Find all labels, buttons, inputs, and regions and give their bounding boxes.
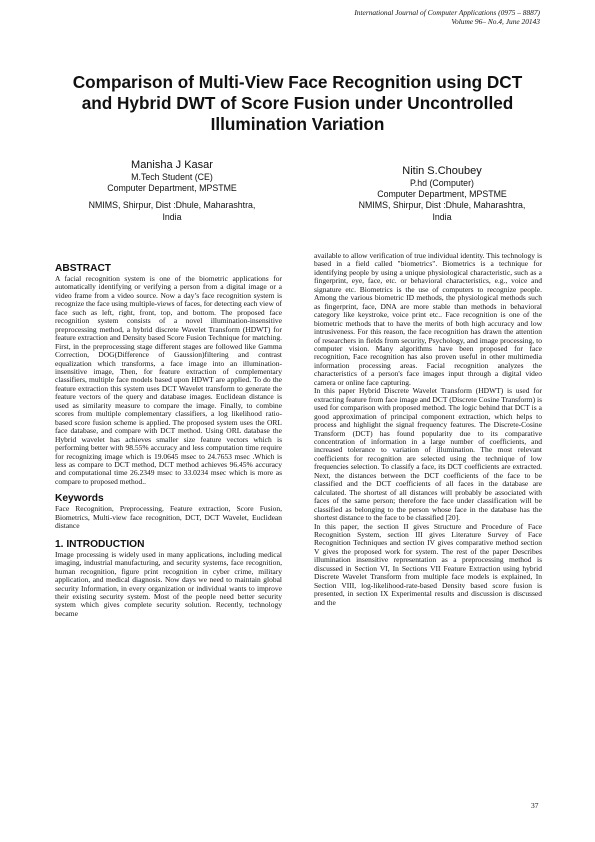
author-name: Nitin S.Choubey bbox=[402, 165, 482, 177]
author-affiliation: NMIMS, Shirpur, Dist :Dhule, Maharashtra, bbox=[358, 200, 526, 211]
introduction-heading: 1. INTRODUCTION bbox=[55, 538, 145, 550]
journal-volume: Volume 96– No.4, June 20143 bbox=[451, 17, 540, 27]
author-affiliation: NMIMS, Shirpur, Dist :Dhule, Maharashtra, bbox=[88, 200, 256, 211]
title-line-1: Comparison of Multi-View Face Recognition using DCT bbox=[72, 72, 523, 92]
left-column bbox=[55, 262, 282, 618]
author-role: M.Tech Student (CE) bbox=[131, 172, 213, 182]
author-role: P.hd (Computer) bbox=[410, 178, 474, 188]
author-block-2 bbox=[322, 164, 562, 223]
abstract-text: A facial recognition system is one of the biometric applications for automatically identifying or verifying a person from a digital image or a video frame from a video source. Now a day’s face recognition system is recognize the face using multiple-views of faces, for detecting each view of face such as left, right, front, top, and bottom. The proposed face recognition system consists of a novel illumination-insensitive preprocessing method, a hybrid discrete Wavelet Transform (HDWT) for feature extraction and Density based Score Fusion Technique for matching. First, in the preprocessing stage different stages are followed like Gamma Correction, DOG(Difference of Gaussion)filtering and contrast equalization which transforms, a face image into an illumination-insensitive image, Then, for feature extraction of complementary classifiers, multiple face models based upon HDWT are applied. To do the feature extraction this system uses DCT Wavelet transform to generate the feature vectors of the query and database images. Euclidean distance is used as similarity measure to compare the image. Finally, to combine scores from multiple complementary classifiers, a log likelihood ratio-based score fusion scheme is applied. The proposed system uses the ORL face database, and compare with DCT method. Using ORL database the Hybrid wavelet has achieves smaller size feature vectors which is performing better with 98.55% accuracy and less computation time require for recognizing image which is 19.0645 msec to 24.7653 msec .Which is less as compare to DCT method, DCT method achieves 96.45% accuracy and computational time 26.2349 msec to 33.0234 msec which is more as compare to proposed method.. bbox=[55, 274, 282, 486]
author-department: Computer Department, MPSTME bbox=[377, 189, 507, 200]
author-block-1 bbox=[52, 158, 292, 223]
title-line-3: Illumination Variation bbox=[210, 114, 385, 135]
introduction-paragraph: In this paper, the section II gives Structure and Procedure of Face Recognition System, section III gives Literature Survey of Face Recognition Techniques and section IV gives comparative method section V gives the proposed work for system. The rest of the paper Describes illumination insensitive representation as a preprocessing method is discussed in Section VI, In Sections VII Feature Extraction using hybrid Discrete Wavelet Transform from multiple face models is explained, In Section VIII, log-likelihood-rate-based Density based score fusion is presented, in section IX Experimental results and discussion is discussed and the bbox=[314, 521, 542, 607]
title-line-2: and Hybrid DWT of Score Fusion under Uncontrolled bbox=[81, 93, 514, 114]
introduction-paragraph: available to allow verification of true individual identity. This technology is based in a field called "biometrics". Biometrics is a technique for identifying people by using a unique physiological characteristic, such as a fingerprint, eye, face, etc. or behavioral characteristics, e.g., voice and signature etc. Biometrics is the use of computers to recognize people. Among the various biometric ID methods, the physiological methods such as fingerprint, face, DNA are more stable than methods in behavioral category like keystroke, voice print etc.. Face recognition is one of the biometric methods that to have the merits of both high accuracy and low intrusiveness. For this reason, the face recognition has drawn the attention of researchers in fields from security, Psychology, and image processing, to computer vision. Many algorithms have been proposed for face recognition, Face recognition has also proven useful in other multimedia information processing areas. Facial recognition analyzes the characteristics of a person's face images input through a digital video camera or online face capturing. bbox=[314, 251, 542, 387]
introduction-paragraph: Image processing is widely used in many applications, including medical imaging, industrial manufacturing, and security systems, face recognition, human recognition, figure print recognition in cyber crime, military application, and medical diagnosis. Now days we need to maintain global security Information, in every organization or individual wants to improve their existing security system. Most of the people need better security system which gives complete security solution. Recently, technology became bbox=[55, 549, 282, 618]
abstract-heading: ABSTRACT bbox=[55, 263, 112, 274]
right-column bbox=[314, 252, 542, 607]
author-country: India bbox=[162, 211, 182, 222]
keywords-heading: Keywords bbox=[55, 493, 104, 505]
page-number: 37 bbox=[531, 801, 539, 810]
author-country: India bbox=[432, 211, 452, 222]
author-department: Computer Department, MPSTME bbox=[107, 183, 237, 194]
journal-name: International Journal of Computer Applications (0975 – 8887) bbox=[354, 8, 540, 17]
keywords-text: Face Recognition, Preprocessing, Feature extraction, Score Fusion, Biometrics, Multi-view face recognition, DCT, DCT Wavelet, Euclidean distance bbox=[55, 504, 282, 531]
journal-header bbox=[240, 8, 540, 26]
introduction-paragraph: In this paper Hybrid Discrete Wavelet Transform (HDWT) is used for extracting feature from face image and DCT (Discrete Cosine Transform) is used for comparison with proposed method. The logic behind that DCT is a good approximation of principal component extraction, which helps to process and highlight the signal frequency features. The Discrete-Cosine Transform (DCT) has found popularity due to its comparative concentration of information in a large number of coefficients, and increased tolerance to variation of illumination. The most relevant coefficients for recognition are selected using the technique of low frequencies selection. To classify a face, its DCT coefficients are extracted. Next, the distances between the DCT coefficients of the face to be classified and the DCT coefficients of all faces in the database are calculated. The shortest of all distances will probably be associated with faces of the same person; therefore the face under classification will be classified as belonging to the person whose face in the database has the shortest distance to the face to be classified [20]. bbox=[314, 386, 542, 523]
paper-title bbox=[30, 72, 565, 136]
author-name: Manisha J Kasar bbox=[131, 159, 213, 171]
